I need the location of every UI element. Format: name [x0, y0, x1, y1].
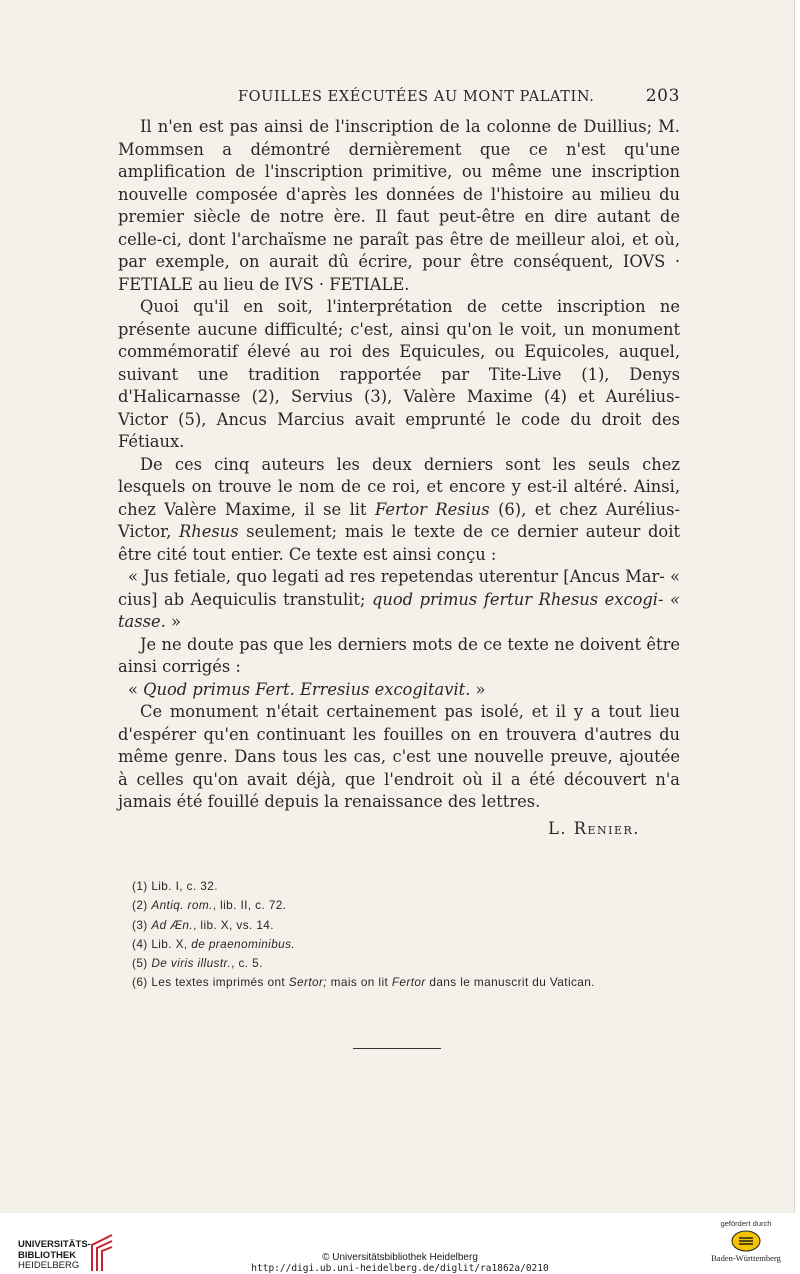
- quotation-corrected: « Quod primus Fert. Erresius excogitavit. »: [128, 679, 486, 699]
- footnote-6: (6) Les textes imprimés ont Sertor; mais on lit Fertor dans le manuscrit du Vatican.: [132, 975, 595, 990]
- footnote-1: (1) Lib. I, c. 32.: [132, 879, 218, 893]
- funding-credit: [700, 1219, 792, 1263]
- paragraph-3: De ces cinq auteurs les deux derniers sont les seuls chez lesquels on trouve le nom de ce roi, et encore y est-il altéré. Ainsi, chez Valère Maxime, il se lit Fertor Resius (6), et chez Aurélius-Victor, Rhesus seulement; mais le texte de ce dernier auteur doit être cité tout entier. Ce texte est ainsi conçu :: [118, 454, 680, 564]
- footnote-4: (4) Lib. X, de praenominibus.: [132, 936, 296, 951]
- paragraph-2: Quoi qu'il en soit, l'interprétation de cette inscription ne présente aucune difficulté; c'est, ainsi qu'on le voit, un monument commémoratif élevé au roi des Equicules, ou Equicoles, auquel, suivant une tradition rapportée par Tite-Live (1), Denys d'Halicarnasse (2), Servius (3), Valère Maxime (4) et Aurélius-Victor (5), Ancus Marcius avait emprunté le code du droit des Fétiaux.: [118, 297, 680, 451]
- paragraph-5: Ce monument n'était certainement pas isolé, et il y a tout lieu d'espérer qu'en continuant les fouilles on en trouvera d'autres du même genre. Dans tous les cas, c'est une nouvelle preuve, ajoutée à celles qu'on avait déjà, que l'endroit où il a été découvert n'a jamais été fouillé depuis la renaissance des lettres.: [118, 702, 680, 811]
- library-name: UNIVERSITÄTS- BIBLIOTHEK HEIDELBERG: [18, 1239, 91, 1271]
- state-crest-icon: [731, 1230, 761, 1252]
- author-signature: L. Renier.: [548, 818, 640, 838]
- paragraph-1: Il n'en est pas ainsi de l'inscription de la colonne de Duillius; M. Mommsen a démontré dernièrement que ce n'est qu'une amplification de l'inscription primitive, ou même une inscription nouvelle composée d'après les données de l'histoire au milieu du premier siècle de notre ère. Il faut peut-être en dire autant de celle-ci, dont l'archaïsme ne paraît pas être de meilleur aloi, et où, par exemple, on aurait dû écrire, pour être conséquent, IOVS · FETIALE au lieu de IVS · FETIALE.: [118, 117, 680, 294]
- page-header: [118, 86, 680, 110]
- footnote-2: (2) Antiq. rom., lib. II, c. 72.: [132, 898, 287, 913]
- end-rule: [353, 1048, 441, 1049]
- quotation-aurelius-victor: « Jus fetiale, quo legati ad res repetendas uterentur [Ancus Mar- « cius] ab Aequiculis transtulit; quod primus fertur Rhesus excogi- « tasse. »: [118, 567, 680, 631]
- digitization-footer: [0, 1213, 800, 1273]
- funding-label: gefördert durch: [720, 1219, 772, 1228]
- state-name: Baden-Württemberg: [711, 1253, 781, 1263]
- footnote-3: (3) Ad Æn., lib. X, vs. 14.: [132, 917, 274, 932]
- paragraph-4: Je ne doute pas que les derniers mots de ce texte ne doivent être ainsi corrigés :: [118, 634, 680, 676]
- body-text: [118, 116, 680, 840]
- running-title: FOUILLES EXÉCUTÉES AU MONT PALATIN.: [238, 89, 595, 105]
- copyright-notice: © Universitätsbibliothek Heidelberg: [322, 1252, 478, 1263]
- footnotes: [118, 877, 680, 993]
- permalink[interactable]: http://digi.ub.uni-heidelberg.de/diglit/ra1862a/0210: [251, 1263, 549, 1274]
- footnote-5: (5) De viris illustr., c. 5.: [132, 956, 263, 971]
- page-number: 203: [645, 86, 680, 106]
